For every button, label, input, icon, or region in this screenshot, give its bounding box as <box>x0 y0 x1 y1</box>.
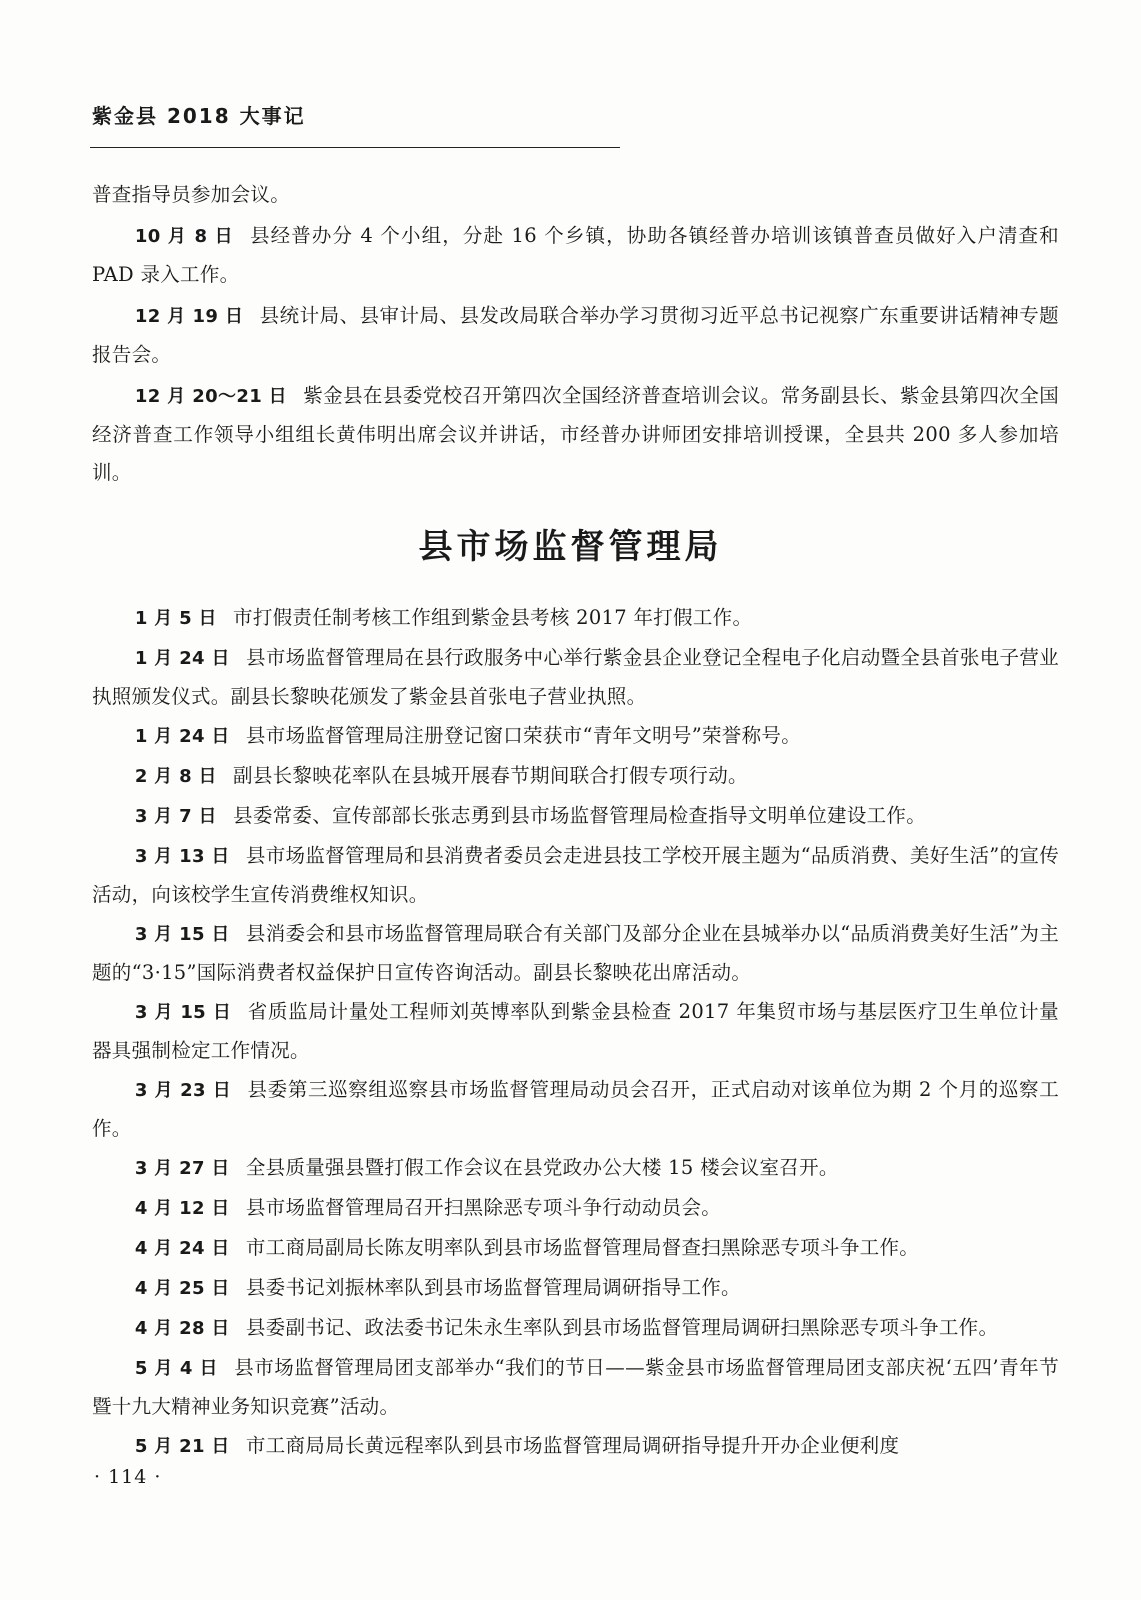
event-text: 市打假责任制考核工作组到紫金县考核 2017 年打假工作。 <box>233 606 753 629</box>
event-date: 3 月 27 日 <box>134 1158 230 1179</box>
event-date: 3 月 7 日 <box>134 806 217 827</box>
event-text: 县委副书记、政法委书记朱永生率队到县市场监督管理局调研扫黑除恶专项斗争工作。 <box>245 1316 999 1339</box>
event-text: 省质监局计量处工程师刘英博率队到紫金县检查 2017 年集贸市场与基层医疗卫生单位计量器具强制检定工作情况。 <box>92 1000 1059 1062</box>
event-text: 全县质量强县暨打假工作会议在县党政办公大楼 15 楼会议室召开。 <box>245 1156 839 1179</box>
event-date: 4 月 28 日 <box>134 1318 230 1339</box>
event-text: 县委第三巡察组巡察县市场监督管理局动员会召开，正式启动对该单位为期 2 个月的巡察工作。 <box>92 1078 1059 1140</box>
header-rule <box>90 147 620 148</box>
event-text: 县统计局、县审计局、县发改局联合举办学习贯彻习近平总书记视察广东重要讲话精神专题报告会。 <box>92 304 1059 366</box>
event-text: 市工商局副局长陈友明率队到县市场监督管理局督查扫黑除恶专项斗争工作。 <box>245 1236 920 1259</box>
event-date: 12 月 19 日 <box>134 306 244 327</box>
event-text: 普查指导员参加会议。 <box>92 183 291 206</box>
event-entry <box>92 1149 1059 1188</box>
event-date: 1 月 24 日 <box>134 648 230 669</box>
event-text: 县市场监督管理局团支部举办“我们的节日——紫金县市场监督管理局团支部庆祝‘五四’青年节暨十九大精神业务知识竞赛”活动。 <box>92 1356 1059 1418</box>
event-date: 10 月 8 日 <box>134 226 234 247</box>
event-entry <box>92 599 1059 638</box>
section-entries <box>92 599 1059 1467</box>
event-entry <box>92 1349 1059 1426</box>
event-entry <box>92 1269 1059 1308</box>
event-date: 2 月 8 日 <box>134 766 217 787</box>
event-text: 县经普办分 4 个小组，分赴 16 个乡镇，协助各镇经普办培训该镇普查员做好入户清查和 PAD 录入工作。 <box>92 224 1059 286</box>
event-entry <box>92 1309 1059 1348</box>
section-title: 县市场监督管理局 <box>418 527 723 567</box>
event-entry <box>92 797 1059 836</box>
event-text: 县委书记刘振林率队到县市场监督管理局调研指导工作。 <box>245 1276 741 1299</box>
event-entry <box>92 217 1059 294</box>
event-entry <box>92 176 1059 214</box>
page-number: · 114 · <box>94 1466 162 1488</box>
event-date: 4 月 24 日 <box>134 1238 230 1259</box>
event-entry <box>92 837 1059 914</box>
event-text: 副县长黎映花率队在县城开展春节期间联合打假专项行动。 <box>233 764 748 787</box>
event-date: 3 月 13 日 <box>134 846 230 867</box>
event-entry <box>92 639 1059 716</box>
event-entry <box>92 717 1059 756</box>
event-entry <box>92 377 1059 492</box>
event-date: 4 月 25 日 <box>134 1278 230 1299</box>
event-entry <box>92 1229 1059 1268</box>
event-date: 5 月 4 日 <box>134 1358 219 1379</box>
event-date: 3 月 15 日 <box>134 924 230 945</box>
event-text: 县市场监督管理局和县消费者委员会走进县技工学校开展主题为“品质消费、美好生活”的宣传活动，向该校学生宣传消费维权知识。 <box>92 844 1059 906</box>
event-entry <box>92 757 1059 796</box>
event-entry <box>92 915 1059 992</box>
event-text: 紫金县在县委党校召开第四次全国经济普查培训会议。常务副县长、紫金县第四次全国经济普查工作领导小组组长黄伟明出席会议并讲话，市经普办讲师团安排培训授课，全县共 200 多人参加培训。 <box>92 384 1060 484</box>
event-entry <box>92 1189 1059 1228</box>
intro-entries <box>92 176 1059 492</box>
event-date: 3 月 23 日 <box>134 1080 232 1101</box>
event-date: 4 月 12 日 <box>134 1198 230 1219</box>
event-text: 县消委会和县市场监督管理局联合有关部门及部分企业在县城举办以“品质消费美好生活”为主题的“3·15”国际消费者权益保护日宣传咨询活动。副县长黎映花出席活动。 <box>92 922 1059 984</box>
event-entry <box>92 1427 1059 1466</box>
event-date: 1 月 5 日 <box>134 608 217 629</box>
event-text: 县市场监督管理局注册登记窗口荣获市“青年文明号”荣誉称号。 <box>245 724 801 747</box>
running-header: 紫金县 2018 大事记 <box>92 104 306 128</box>
event-entry <box>92 297 1059 374</box>
event-entry <box>92 993 1059 1070</box>
event-text: 市工商局局长黄远程率队到县市场监督管理局调研指导提升开办企业便利度 <box>245 1434 900 1457</box>
event-text: 县市场监督管理局在县行政服务中心举行紫金县企业登记全程电子化启动暨全县首张电子营业执照颁发仪式。副县长黎映花颁发了紫金县首张电子营业执照。 <box>92 646 1059 708</box>
event-text: 县市场监督管理局召开扫黑除恶专项斗争行动动员会。 <box>245 1196 722 1219</box>
event-date: 1 月 24 日 <box>134 726 230 747</box>
event-text: 县委常委、宣传部部长张志勇到县市场监督管理局检查指导文明单位建设工作。 <box>233 804 927 827</box>
event-date: 5 月 21 日 <box>134 1436 230 1457</box>
event-entry <box>92 1071 1059 1148</box>
event-date: 3 月 15 日 <box>134 1002 232 1023</box>
event-date: 12 月 20～21 日 <box>134 386 288 407</box>
